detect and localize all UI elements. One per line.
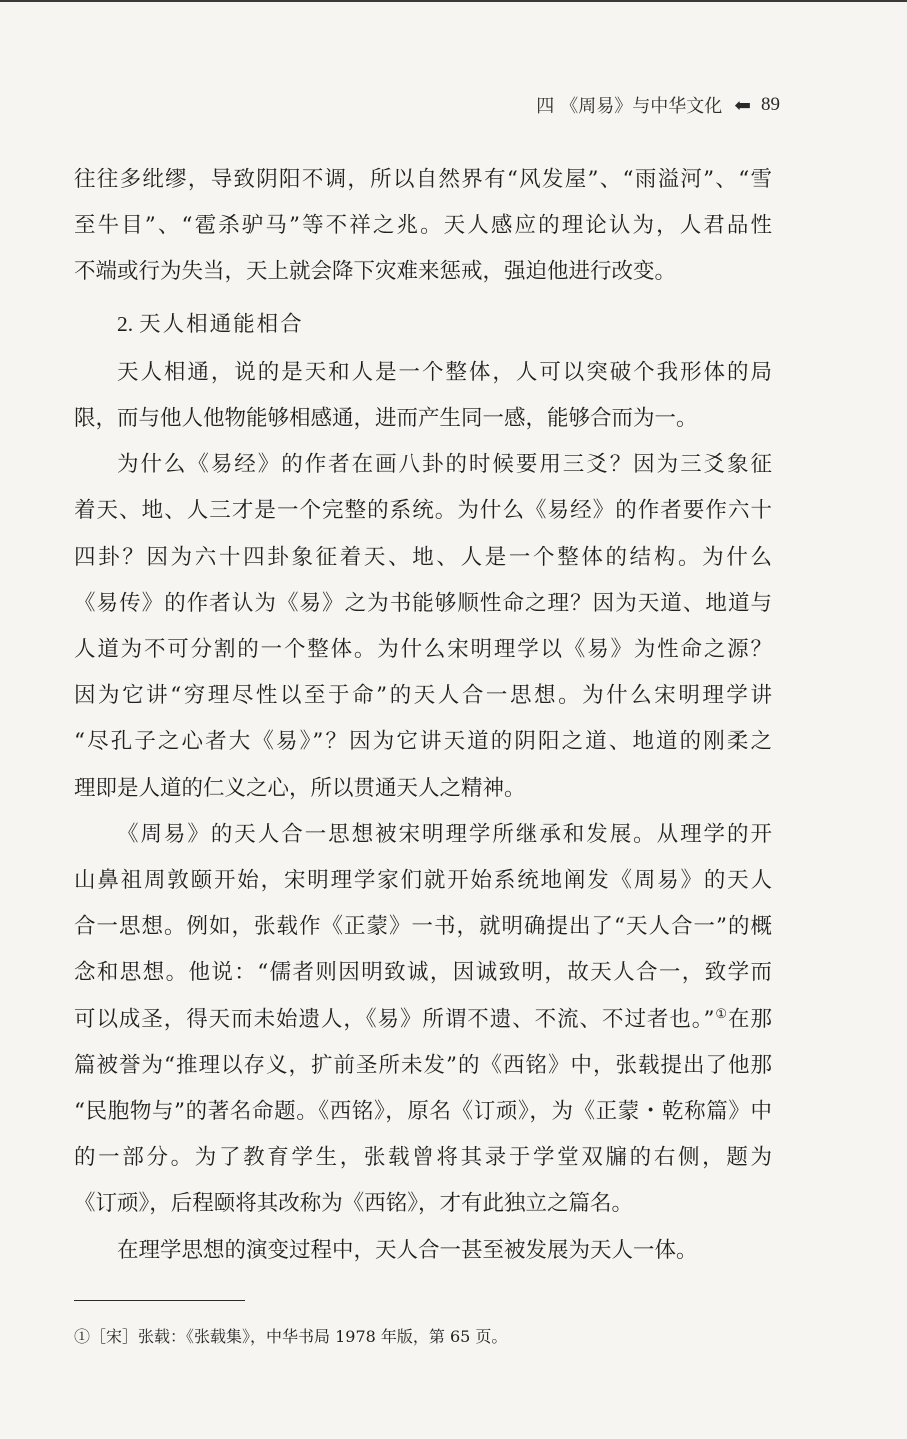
section-title: 天人相通能相合 (139, 311, 304, 337)
paragraph-2-line-2: 限，而与他人他物能够相感通，进而产生同一感，能够合而为一。 (74, 406, 698, 432)
paragraph-4-line-8: 的一部分。为了教育学生，张载曾将其录于学堂双牖的右侧，题为 (74, 1145, 772, 1171)
line-continuation: 在那 (728, 1006, 772, 1032)
paragraph-3-line-7: “尽孔子之心者大《易》”？因为它讲天道的阴阳之道、地道的刚柔之 (74, 729, 772, 755)
paragraph-1-line-3: 不端或行为失当，天上就会降下灾难来惩戒，强迫他进行改变。 (74, 259, 677, 285)
paragraph-1-line-1: 往往多纰缪，导致阴阳不调，所以自然界有“风发屋”、“雨溢河”、“雪 (74, 167, 772, 192)
page-top-edge (0, 0, 907, 2)
paragraph-4-line-3: 合一思想。例如，张载作《正蒙》一书，就明确提出了“天人合一”的概 (74, 914, 772, 940)
paragraph-1-line-2: 至牛目”、“雹杀驴马”等不祥之兆。天人感应的理论认为，人君品性 (74, 213, 772, 239)
paragraph-5-line-1: 在理学思想的演变过程中，天人合一甚至被发展为天人一体。 (117, 1237, 698, 1263)
running-title: 《周易》与中华文化 (560, 96, 723, 117)
paragraph-4-line-9: 《订顽》，后程颐将其改称为《西铭》，才有此独立之篇名。 (74, 1191, 634, 1217)
paragraph-3-line-2: 着天、地、人三才是一个完整的系统。为什么《易经》的作者要作六十 (74, 498, 772, 524)
paragraph-3-line-5: 人道为不可分割的一个整体。为什么宋明理学以《易》为性命之源？ (74, 637, 772, 663)
body-text (74, 157, 772, 1274)
section-number: 2. (117, 311, 134, 336)
paragraph-4-line-1: 《周易》的天人合一思想被宋明理学所继承和发展。从理学的开 (117, 821, 772, 847)
paragraph-4-line-6: 篇被誉为“推理以存义，扩前圣所未发”的《西铭》中，张载提出了他那 (74, 1052, 772, 1078)
left-arrow-icon: ⬅ (734, 93, 751, 117)
paragraph-4-line-2: 山鼻祖周敦颐开始，宋明理学家们就开始系统地阐发《周易》的天人 (74, 868, 772, 894)
paragraph-4-line-7: “民胞物与”的著名命题。《西铭》，原名《订顽》，为《正蒙・乾称篇》中 (74, 1099, 772, 1125)
paragraph-4-line-4: 念和思想。他说：“儒者则因明致诚，因诚致明，故天人合一，致学而 (74, 960, 772, 986)
paragraph-3-line-6: 因为它讲“穷理尽性以至于命”的天人合一思想。为什么宋明理学讲 (74, 683, 772, 709)
footnote: ①［宋］张载：《张载集》，中华书局 1978 年版，第 65 页。 (74, 1327, 508, 1346)
paragraph-3-line-4: 《易传》的作者认为《易》之为书能够顺性命之理？因为天道、地道与 (74, 590, 772, 616)
chapter-number: 四 (536, 96, 555, 117)
section-heading (74, 301, 772, 348)
paragraph-3-line-3: 四卦？因为六十四卦象征着天、地、人是一个整体的结构。为什么 (74, 544, 772, 570)
paragraph-3-line-1: 为什么《易经》的作者在画八卦的时候要用三爻？因为三爻象征 (117, 452, 772, 478)
paragraph-2-line-1: 天人相通，说的是天和人是一个整体，人可以突破个我形体的局 (117, 359, 772, 385)
quote-end-text: 可以成圣，得天而未始遗人，《易》所谓不遗、不流、不过者也。” (74, 1006, 715, 1032)
paragraph-4-line-5 (74, 997, 772, 1043)
running-header (440, 88, 780, 122)
paragraph-3-line-8: 理即是人道的仁义之心，所以贯通天人之精神。 (74, 775, 526, 801)
footnote-divider (74, 1300, 245, 1301)
page-number: 89 (761, 94, 780, 115)
footnote-reference[interactable]: ① (714, 1006, 729, 1022)
